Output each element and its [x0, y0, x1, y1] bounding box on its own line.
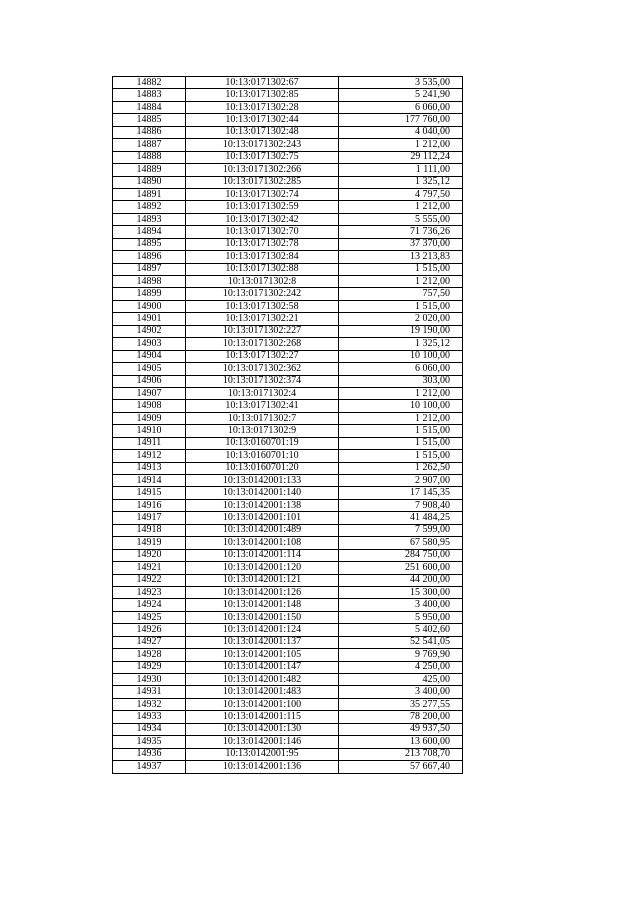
cadastral-number-cell: 10:13:0142001:115	[186, 711, 339, 723]
cadastral-number-cell: 10:13:0171302:42	[186, 213, 339, 225]
row-number-cell: 14928	[113, 649, 186, 661]
row-number-cell: 14919	[113, 537, 186, 549]
table-row	[113, 462, 463, 474]
cadastral-number-cell: 10:13:0171302:374	[186, 375, 339, 387]
row-number-cell: 14910	[113, 425, 186, 437]
cadastral-number-cell: 10:13:0171302:84	[186, 251, 339, 263]
row-number-cell: 14907	[113, 387, 186, 399]
table-row	[113, 611, 463, 623]
value-cell: 1 515,00	[339, 425, 463, 437]
cadastral-number-cell: 10:13:0171302:28	[186, 101, 339, 113]
cadastral-number-cell: 10:13:0171302:8	[186, 276, 339, 288]
value-cell: 9 769,90	[339, 649, 463, 661]
table-row	[113, 263, 463, 275]
table-row	[113, 711, 463, 723]
cadastral-number-cell: 10:13:0171302:58	[186, 300, 339, 312]
value-cell: 29 112,24	[339, 151, 463, 163]
table-row	[113, 338, 463, 350]
cadastral-number-cell: 10:13:0142001:105	[186, 649, 339, 661]
value-cell: 1 515,00	[339, 300, 463, 312]
table-body	[113, 77, 463, 774]
value-cell: 5 950,00	[339, 611, 463, 623]
data-table	[112, 76, 463, 774]
cadastral-number-cell: 10:13:0142001:121	[186, 574, 339, 586]
value-cell: 1 325,12	[339, 338, 463, 350]
row-number-cell: 14932	[113, 698, 186, 710]
table-row	[113, 624, 463, 636]
table-row	[113, 649, 463, 661]
table-row	[113, 599, 463, 611]
table-row	[113, 188, 463, 200]
row-number-cell: 14901	[113, 313, 186, 325]
row-number-cell: 14926	[113, 624, 186, 636]
value-cell: 2 020,00	[339, 313, 463, 325]
value-cell: 757,50	[339, 288, 463, 300]
cadastral-number-cell: 10:13:0171302:21	[186, 313, 339, 325]
table-row	[113, 77, 463, 89]
cadastral-number-cell: 10:13:0142001:148	[186, 599, 339, 611]
row-number-cell: 14886	[113, 126, 186, 138]
table-row	[113, 89, 463, 101]
cadastral-number-cell: 10:13:0171302:67	[186, 77, 339, 89]
cadastral-number-cell: 10:13:0171302:362	[186, 363, 339, 375]
row-number-cell: 14893	[113, 213, 186, 225]
table-row	[113, 586, 463, 598]
cadastral-number-cell: 10:13:0171302:59	[186, 201, 339, 213]
value-cell: 6 060,00	[339, 101, 463, 113]
cadastral-number-cell: 10:13:0142001:101	[186, 512, 339, 524]
cadastral-number-cell: 10:13:0171302:7	[186, 412, 339, 424]
value-cell: 15 300,00	[339, 586, 463, 598]
value-cell: 57 667,40	[339, 761, 463, 773]
cadastral-number-cell: 10:13:0171302:78	[186, 238, 339, 250]
value-cell: 177 760,00	[339, 114, 463, 126]
cadastral-number-cell: 10:13:0171302:41	[186, 400, 339, 412]
value-cell: 35 277,55	[339, 698, 463, 710]
value-cell: 6 060,00	[339, 363, 463, 375]
cadastral-number-cell: 10:13:0171302:9	[186, 425, 339, 437]
table-row	[113, 524, 463, 536]
cadastral-number-cell: 10:13:0142001:146	[186, 736, 339, 748]
cadastral-number-cell: 10:13:0142001:124	[186, 624, 339, 636]
table-row	[113, 375, 463, 387]
row-number-cell: 14906	[113, 375, 186, 387]
cadastral-number-cell: 10:13:0142001:482	[186, 674, 339, 686]
cadastral-number-cell: 10:13:0171302:44	[186, 114, 339, 126]
table-row	[113, 537, 463, 549]
table-row	[113, 674, 463, 686]
table-row	[113, 698, 463, 710]
row-number-cell: 14912	[113, 450, 186, 462]
cadastral-number-cell: 10:13:0171302:27	[186, 350, 339, 362]
value-cell: 52 541,05	[339, 636, 463, 648]
row-number-cell: 14883	[113, 89, 186, 101]
cadastral-number-cell: 10:13:0142001:100	[186, 698, 339, 710]
cadastral-number-cell: 10:13:0142001:130	[186, 723, 339, 735]
value-cell: 3 535,00	[339, 77, 463, 89]
table-row	[113, 450, 463, 462]
row-number-cell: 14918	[113, 524, 186, 536]
row-number-cell: 14905	[113, 363, 186, 375]
table-row	[113, 151, 463, 163]
table-row	[113, 238, 463, 250]
table-row	[113, 276, 463, 288]
row-number-cell: 14908	[113, 400, 186, 412]
cadastral-number-cell: 10:13:0171302:70	[186, 226, 339, 238]
cadastral-number-cell: 10:13:0142001:140	[186, 487, 339, 499]
row-number-cell: 14922	[113, 574, 186, 586]
cadastral-number-cell: 10:13:0171302:227	[186, 325, 339, 337]
row-number-cell: 14896	[113, 251, 186, 263]
table-row	[113, 512, 463, 524]
row-number-cell: 14917	[113, 512, 186, 524]
cadastral-number-cell: 10:13:0171302:266	[186, 164, 339, 176]
value-cell: 1 262,50	[339, 462, 463, 474]
row-number-cell: 14925	[113, 611, 186, 623]
table-row	[113, 412, 463, 424]
value-cell: 44 200,00	[339, 574, 463, 586]
cadastral-number-cell: 10:13:0142001:120	[186, 562, 339, 574]
cadastral-number-cell: 10:13:0171302:242	[186, 288, 339, 300]
value-cell: 1 515,00	[339, 263, 463, 275]
value-cell: 41 484,25	[339, 512, 463, 524]
table-row	[113, 251, 463, 263]
table-row	[113, 226, 463, 238]
table-row	[113, 164, 463, 176]
value-cell: 1 212,00	[339, 412, 463, 424]
cadastral-number-cell: 10:13:0171302:268	[186, 338, 339, 350]
row-number-cell: 14890	[113, 176, 186, 188]
value-cell: 3 400,00	[339, 599, 463, 611]
value-cell: 4 040,00	[339, 126, 463, 138]
value-cell: 13 213,83	[339, 251, 463, 263]
cadastral-number-cell: 10:13:0171302:243	[186, 139, 339, 151]
value-cell: 10 100,00	[339, 350, 463, 362]
value-cell: 1 111,00	[339, 164, 463, 176]
value-cell: 7 908,40	[339, 499, 463, 511]
table-row	[113, 723, 463, 735]
cadastral-number-cell: 10:13:0142001:483	[186, 686, 339, 698]
cadastral-number-cell: 10:13:0171302:75	[186, 151, 339, 163]
table-row	[113, 636, 463, 648]
table-row	[113, 126, 463, 138]
value-cell: 1 212,00	[339, 276, 463, 288]
table-row	[113, 387, 463, 399]
row-number-cell: 14937	[113, 761, 186, 773]
row-number-cell: 14887	[113, 139, 186, 151]
table-row	[113, 201, 463, 213]
row-number-cell: 14920	[113, 549, 186, 561]
table-row	[113, 487, 463, 499]
table-row	[113, 437, 463, 449]
row-number-cell: 14921	[113, 562, 186, 574]
cadastral-number-cell: 10:13:0142001:147	[186, 661, 339, 673]
row-number-cell: 14914	[113, 475, 186, 487]
cadastral-number-cell: 10:13:0142001:138	[186, 499, 339, 511]
row-number-cell: 14936	[113, 748, 186, 760]
row-number-cell: 14888	[113, 151, 186, 163]
row-number-cell: 14898	[113, 276, 186, 288]
table-row	[113, 661, 463, 673]
cadastral-number-cell: 10:13:0171302:48	[186, 126, 339, 138]
row-number-cell: 14929	[113, 661, 186, 673]
table-row	[113, 761, 463, 773]
cadastral-number-cell: 10:13:0142001:133	[186, 475, 339, 487]
value-cell: 78 200,00	[339, 711, 463, 723]
value-cell: 49 937,50	[339, 723, 463, 735]
value-cell: 1 515,00	[339, 437, 463, 449]
value-cell: 13 600,00	[339, 736, 463, 748]
value-cell: 71 736,26	[339, 226, 463, 238]
row-number-cell: 14899	[113, 288, 186, 300]
row-number-cell: 14934	[113, 723, 186, 735]
cadastral-number-cell: 10:13:0171302:85	[186, 89, 339, 101]
value-cell: 3 400,00	[339, 686, 463, 698]
row-number-cell: 14889	[113, 164, 186, 176]
cadastral-number-cell: 10:13:0142001:114	[186, 549, 339, 561]
row-number-cell: 14892	[113, 201, 186, 213]
table-row	[113, 686, 463, 698]
row-number-cell: 14931	[113, 686, 186, 698]
row-number-cell: 14930	[113, 674, 186, 686]
row-number-cell: 14913	[113, 462, 186, 474]
row-number-cell: 14900	[113, 300, 186, 312]
value-cell: 10 100,00	[339, 400, 463, 412]
value-cell: 17 145,35	[339, 487, 463, 499]
table-row	[113, 313, 463, 325]
row-number-cell: 14927	[113, 636, 186, 648]
row-number-cell: 14882	[113, 77, 186, 89]
cadastral-number-cell: 10:13:0142001:95	[186, 748, 339, 760]
table-row	[113, 748, 463, 760]
value-cell: 2 907,00	[339, 475, 463, 487]
row-number-cell: 14891	[113, 188, 186, 200]
value-cell: 284 750,00	[339, 549, 463, 561]
value-cell: 67 580,95	[339, 537, 463, 549]
cadastral-number-cell: 10:13:0142001:150	[186, 611, 339, 623]
row-number-cell: 14903	[113, 338, 186, 350]
table-row	[113, 499, 463, 511]
value-cell: 251 600,00	[339, 562, 463, 574]
cadastral-number-cell: 10:13:0171302:285	[186, 176, 339, 188]
value-cell: 5 555,00	[339, 213, 463, 225]
cadastral-number-cell: 10:13:0160701:10	[186, 450, 339, 462]
value-cell: 5 402,60	[339, 624, 463, 636]
cadastral-number-cell: 10:13:0142001:136	[186, 761, 339, 773]
value-cell: 19 190,00	[339, 325, 463, 337]
value-cell: 1 212,00	[339, 201, 463, 213]
cadastral-number-cell: 10:13:0142001:126	[186, 586, 339, 598]
table-row	[113, 425, 463, 437]
cadastral-number-cell: 10:13:0171302:88	[186, 263, 339, 275]
value-cell: 4 797,50	[339, 188, 463, 200]
table-row	[113, 114, 463, 126]
value-cell: 5 241,90	[339, 89, 463, 101]
row-number-cell: 14904	[113, 350, 186, 362]
table-row	[113, 213, 463, 225]
row-number-cell: 14909	[113, 412, 186, 424]
value-cell: 1 515,00	[339, 450, 463, 462]
cadastral-number-cell: 10:13:0171302:4	[186, 387, 339, 399]
table-row	[113, 288, 463, 300]
table-row	[113, 549, 463, 561]
table-row	[113, 363, 463, 375]
table-row	[113, 475, 463, 487]
cadastral-number-cell: 10:13:0142001:489	[186, 524, 339, 536]
row-number-cell: 14923	[113, 586, 186, 598]
value-cell: 213 708,70	[339, 748, 463, 760]
table-row	[113, 325, 463, 337]
value-cell: 4 250,00	[339, 661, 463, 673]
row-number-cell: 14902	[113, 325, 186, 337]
cadastral-number-cell: 10:13:0160701:19	[186, 437, 339, 449]
row-number-cell: 14933	[113, 711, 186, 723]
value-cell: 425,00	[339, 674, 463, 686]
row-number-cell: 14895	[113, 238, 186, 250]
row-number-cell: 14935	[113, 736, 186, 748]
value-cell: 1 325,12	[339, 176, 463, 188]
table-row	[113, 736, 463, 748]
cadastral-number-cell: 10:13:0160701:20	[186, 462, 339, 474]
row-number-cell: 14894	[113, 226, 186, 238]
table-row	[113, 300, 463, 312]
value-cell: 37 370,00	[339, 238, 463, 250]
table-row	[113, 574, 463, 586]
row-number-cell: 14911	[113, 437, 186, 449]
row-number-cell: 14884	[113, 101, 186, 113]
cadastral-number-cell: 10:13:0171302:74	[186, 188, 339, 200]
row-number-cell: 14924	[113, 599, 186, 611]
table-row	[113, 350, 463, 362]
table-row	[113, 139, 463, 151]
table-row	[113, 176, 463, 188]
table-row	[113, 101, 463, 113]
value-cell: 303,00	[339, 375, 463, 387]
table-row	[113, 400, 463, 412]
value-cell: 1 212,00	[339, 139, 463, 151]
value-cell: 7 599,00	[339, 524, 463, 536]
row-number-cell: 14916	[113, 499, 186, 511]
table-row	[113, 562, 463, 574]
value-cell: 1 212,00	[339, 387, 463, 399]
row-number-cell: 14897	[113, 263, 186, 275]
cadastral-number-cell: 10:13:0142001:137	[186, 636, 339, 648]
row-number-cell: 14885	[113, 114, 186, 126]
cadastral-number-cell: 10:13:0142001:108	[186, 537, 339, 549]
row-number-cell: 14915	[113, 487, 186, 499]
